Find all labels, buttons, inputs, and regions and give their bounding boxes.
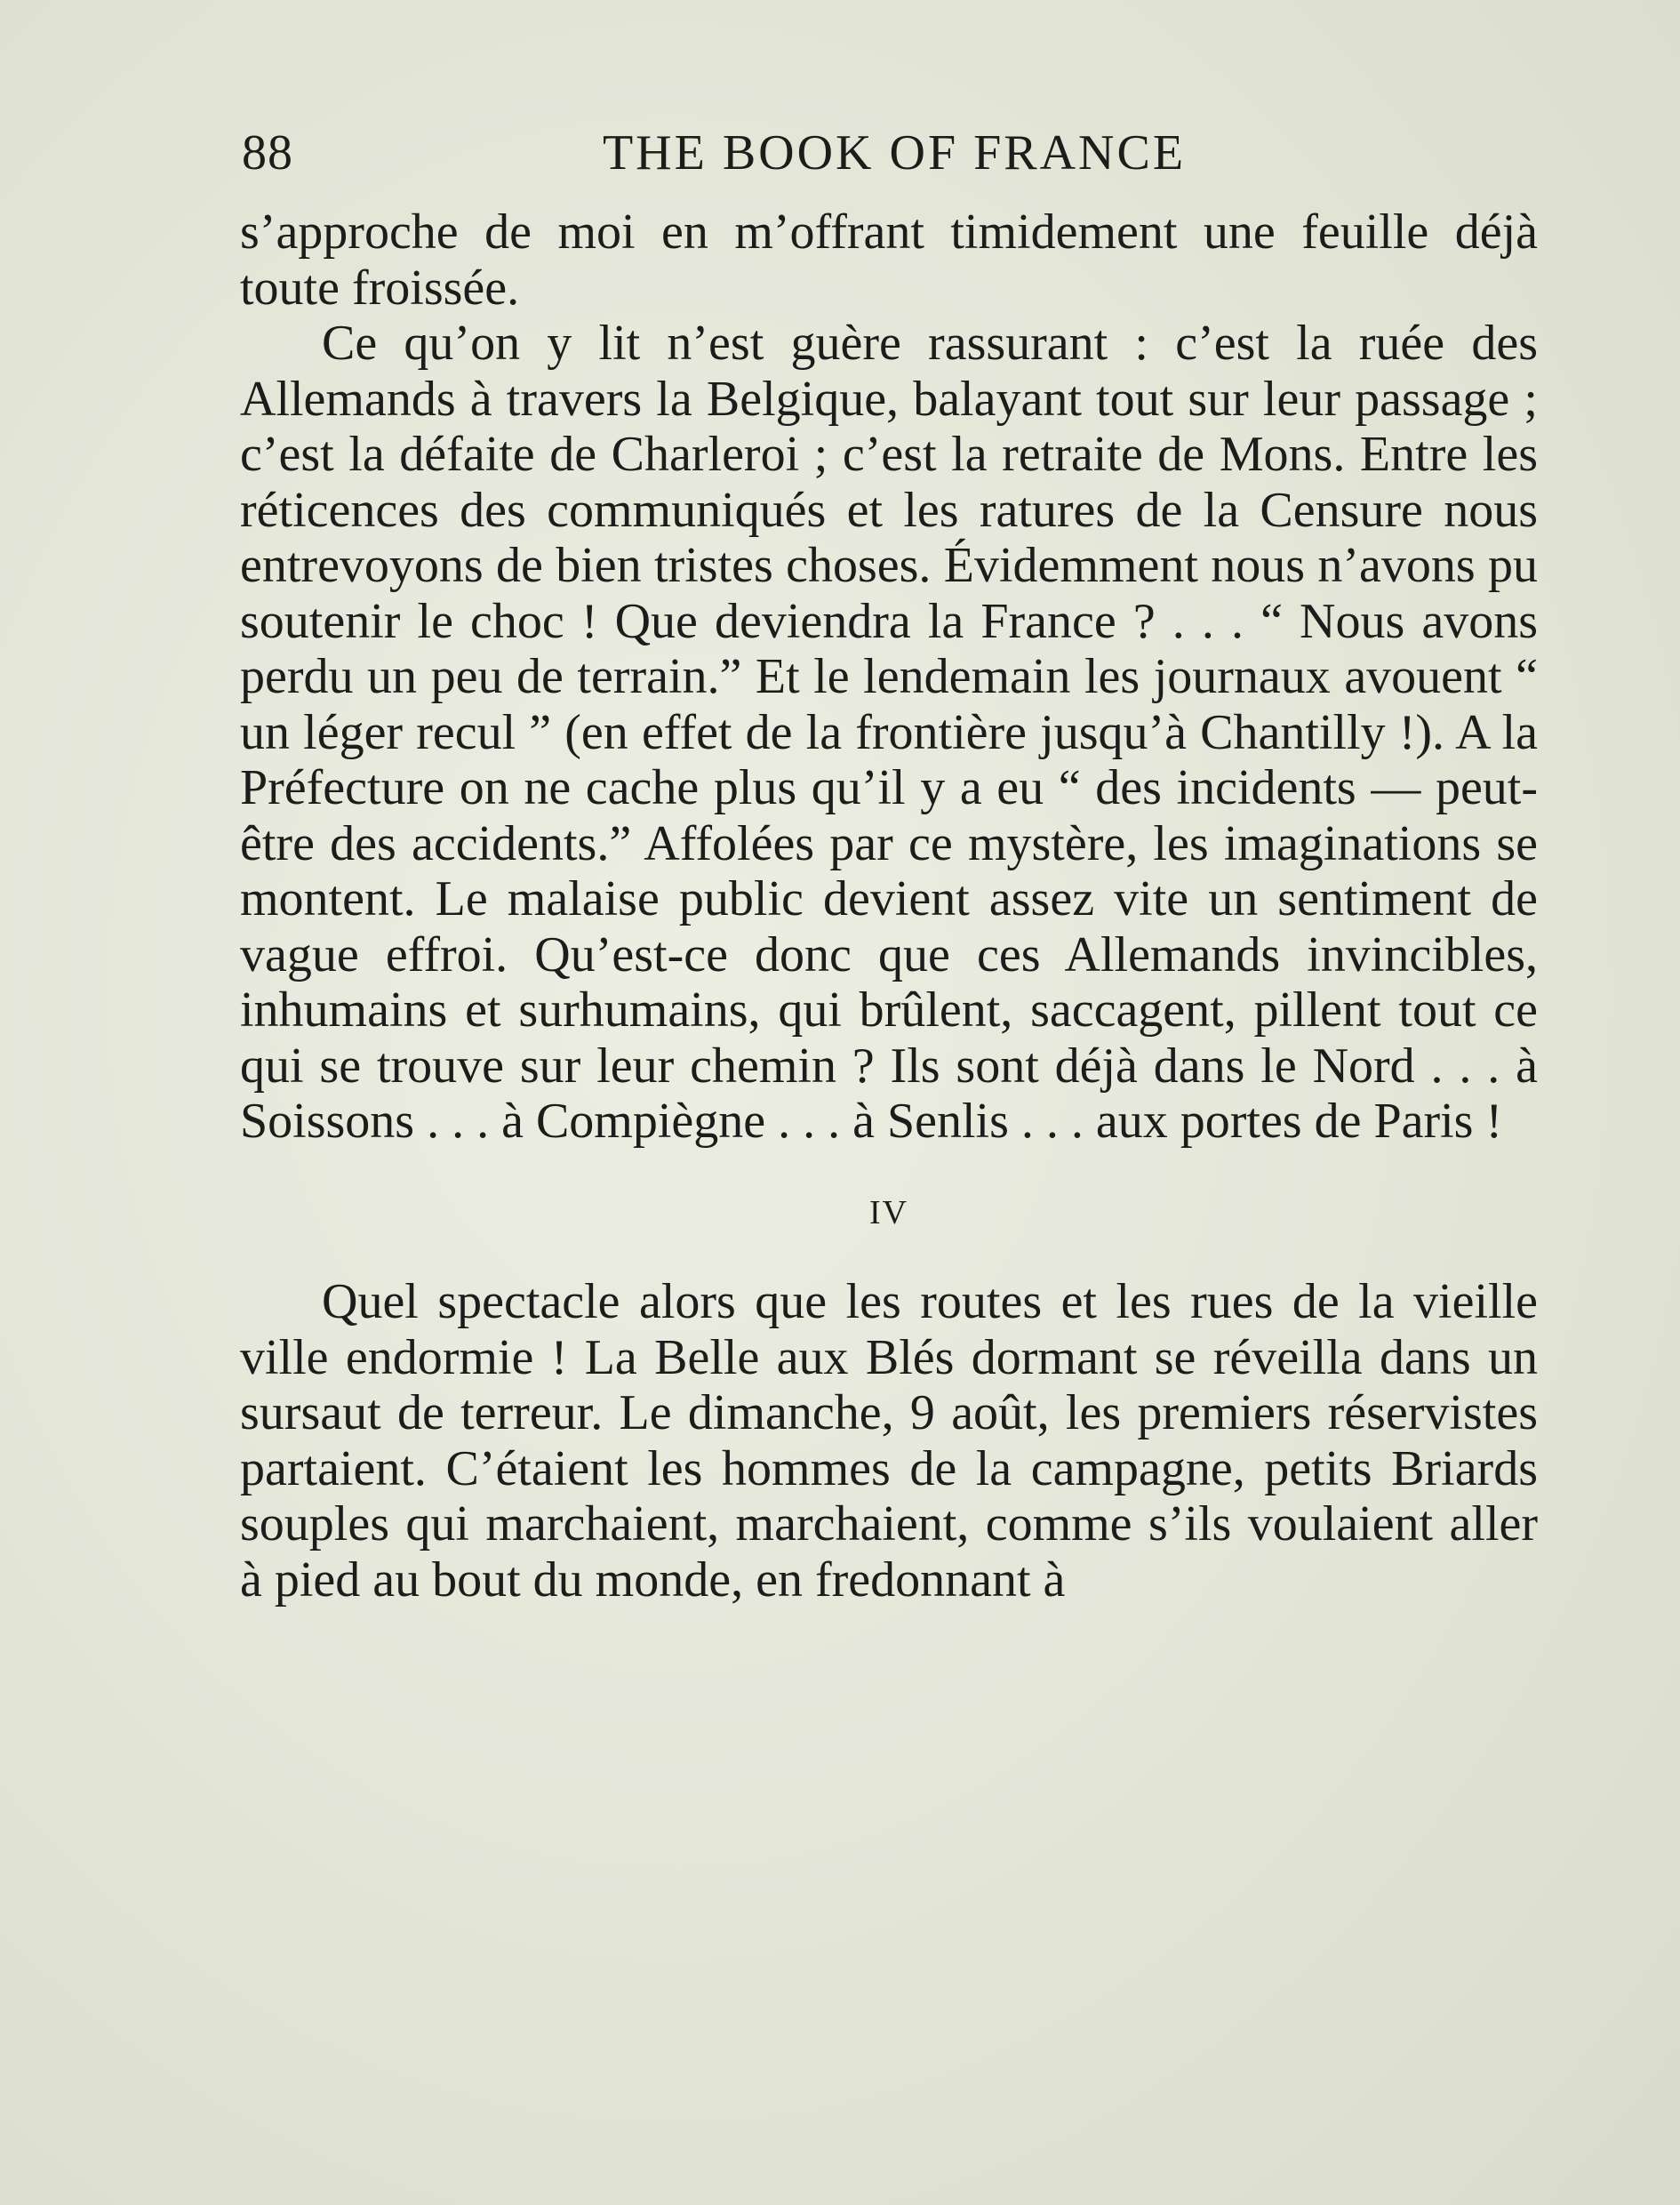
paragraph-spectacle: Quel spectacle alors que les routes et les rues de la vieille ville endormie ! La Belle aux Blés dormant se réveilla dans un sursaut de terreur. Le dimanche, 9 août, les premiers réservistes partaient. C’étaient les hommes de la campagne, petits Briards souples qui marchaient, marchaient, comme s’ils voulaient aller à pied au bout du monde, en fredonnant à [240, 1274, 1538, 1608]
paragraph-news: Ce qu’on y lit n’est guère rassurant : c’est la ruée des Allemands à travers la Belgique, balayant tout sur leur passage ; c’est la défaite de Charleroi ; c’est la retraite de Mons. Entre les réticences des communiqués et les ratures de la Censure nous entrevoyons de bien tristes choses. Évidemment nous n’avons pu soutenir le choc ! Que deviendra la France ? . . . “ Nous avons perdu un peu de terrain.” Et le lendemain les journaux avouent “ un léger recul ” (en effet de la frontière jusqu’à Chantilly !). A la Préfecture on ne cache plus qu’il y a eu “ des incidents — peut-être des accidents.” Affolées par ce mystère, les imaginations se montent. Le malaise public devient assez vite un sentiment de vague effroi. Qu’est-ce donc que ces Allemands invincibles, inhumains et surhumains, qui brûlent, saccagent, pillent tout ce qui se trouve sur leur chemin ? Ils sont déjà dans le Nord . . . à Soissons . . . à Compiègne . . . à Senlis . . . aux portes de Paris ! [240, 316, 1538, 1149]
page-number: 88 [242, 125, 293, 180]
running-head [240, 124, 1538, 204]
paragraph-continuation: s’approche de moi en m’offrant timidement une feuille déjà toute froissée. [240, 204, 1538, 316]
section-number: IV [868, 1193, 909, 1231]
running-title: THE BOOK OF FRANCE [602, 125, 1187, 180]
body-text [240, 204, 1538, 1608]
book-page [240, 124, 1538, 1608]
